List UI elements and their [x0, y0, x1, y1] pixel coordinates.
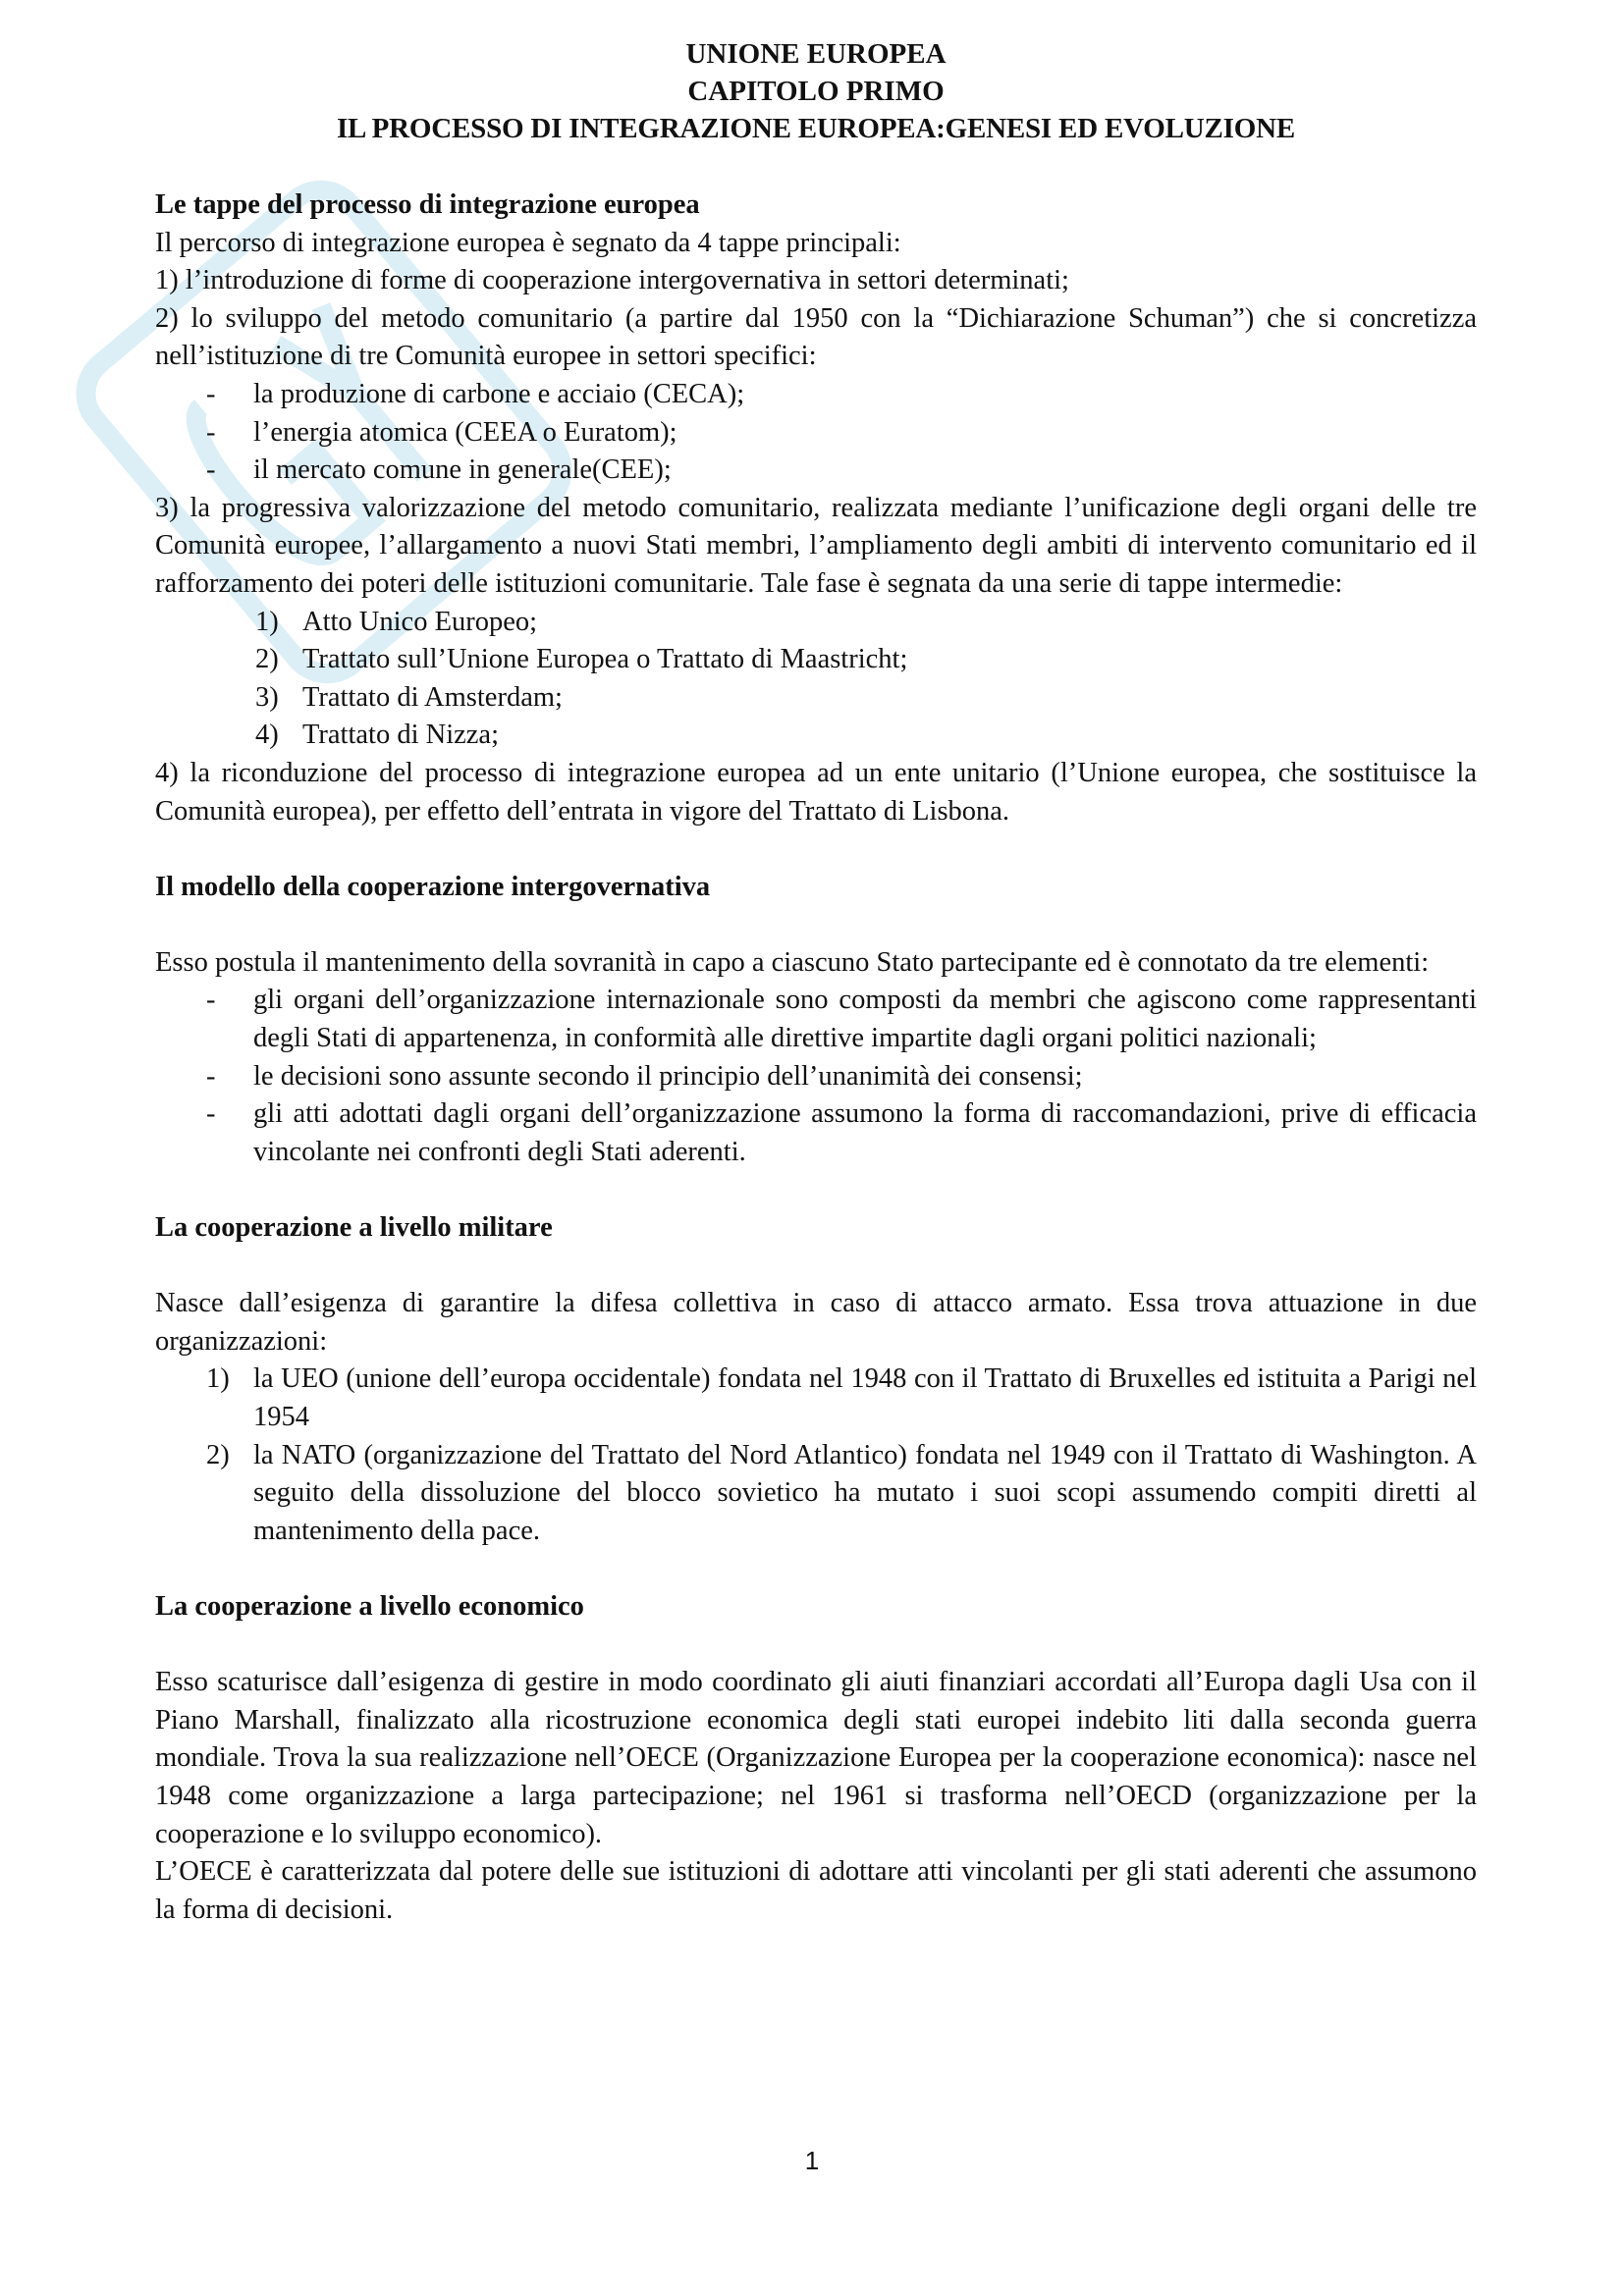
paragraph: Esso postula il mantenimento della sovranità in capo a ciascuno Stato partecipante ed è connotato da tre elementi:	[155, 946, 1430, 978]
document-body	[155, 35, 1477, 1929]
dash-marker: -	[206, 1060, 216, 1092]
spacer	[155, 1550, 1477, 1588]
list-item-text: la NATO (organizzazione del Trattato del Nord Atlantico) fondata nel 1949 con il Trattato di Washington. A seguito della dissoluzione del blocco sovietico ha mutato i suoi scopi assumendo compiti diretti al mantenimento della pace.	[253, 1439, 1477, 1546]
list-item-text: la UEO (unione dell’europa occidentale) fondata nel 1948 con il Trattato di Bruxelles ed istituita a Parigi nel 1954	[253, 1363, 1477, 1432]
spacer	[155, 906, 1477, 944]
list-item	[155, 604, 1477, 642]
list-item-text: Trattato sull’Unione Europea o Trattato di Maastricht;	[302, 644, 908, 675]
section-tappe	[155, 187, 1477, 830]
section-cooperazione-economica	[155, 1588, 1477, 1929]
list-item-text: gli organi dell’organizzazione internazionale sono composti da membri che agiscono come rappresentanti degli Stati di appartenenza, in conformità alle direttive impartite dagli organi politici nazionali;	[253, 985, 1477, 1054]
paragraph: 4) la riconduzione del processo di integrazione europea ad un ente unitario (l’Unione europea, che sostituisce la Comunità europea), per effetto dell’entrata in vigore del Trattato di Lisbona.	[155, 757, 1477, 827]
numbered-list	[155, 604, 1477, 755]
list-number: 2)	[206, 1439, 230, 1470]
list-item-text: Trattato di Amsterdam;	[302, 681, 563, 713]
section-cooperazione-intergovernativa	[155, 869, 1477, 1172]
list-item	[155, 717, 1477, 755]
spacer	[155, 1248, 1477, 1286]
list-number: 1)	[255, 606, 279, 637]
list-item-text: la produzione di carbone e acciaio (CECA);	[253, 378, 745, 409]
paragraph: 2) lo sviluppo del metodo comunitario (a partire dal 1950 con la “Dichiarazione Schuman”) che si concretizza nell’istituzione di tre Comunità europee in settori specifici:	[155, 302, 1477, 372]
list-item-text: gli atti adottati dagli organi dell’organizzazione assumono la forma di raccomandazioni, prive di efficacia vincolante nei confronti degli Stati aderenti.	[253, 1098, 1477, 1167]
spacer	[155, 1627, 1477, 1665]
list-item	[155, 376, 1477, 414]
title-unione-europea: UNIONE EUROPEA	[685, 38, 947, 70]
list-number: 4)	[255, 720, 279, 751]
dash-marker: -	[206, 985, 216, 1016]
list-item-text: le decisioni sono assunte secondo il principio dell’unanimità dei consensi;	[253, 1060, 1083, 1092]
list-item	[155, 641, 1477, 679]
paragraph: Il percorso di integrazione europea è segnato da 4 tappe principali:	[155, 227, 901, 258]
list-item	[155, 452, 1477, 490]
list-item	[155, 679, 1477, 718]
paragraph: Nasce dall’esigenza di garantire la difesa collettiva in caso di attacco armato. Essa trova attuazione in due organizzazioni:	[155, 1288, 1477, 1357]
title-processo: IL PROCESSO DI INTEGRAZIONE EUROPEA:GENESI ED EVOLUZIONE	[336, 113, 1296, 144]
list-item-text: il mercato comune in generale(CEE);	[253, 454, 672, 486]
list-item-text: Trattato di Nizza;	[302, 720, 499, 751]
list-item-text: Atto Unico Europeo;	[302, 606, 538, 637]
list-number: 2)	[255, 644, 279, 675]
list-item	[155, 982, 1477, 1057]
spacer	[155, 830, 1477, 869]
list-item	[155, 1058, 1477, 1096]
list-item	[155, 1437, 1477, 1551]
document-header	[155, 35, 1477, 147]
paragraph: 1) l’introduzione di forme di cooperazione intergovernativa in settori determinati;	[155, 265, 1069, 296]
section-heading: La cooperazione a livello economico	[155, 1590, 584, 1622]
dash-marker: -	[206, 1098, 216, 1130]
paragraph: 3) la progressiva valorizzazione del metodo comunitario, realizzata mediante l’unificazione degli organi delle tre Comunità europee, l’allargamento a nuovi Stati membri, l’ampliamento degli ambiti di intervento comunitario ed il rafforzamento dei poteri delle istituzioni comunitarie. Tale fase è segnata da una serie di tappe intermedie:	[155, 492, 1477, 599]
dash-marker: -	[206, 454, 216, 486]
dash-list	[155, 982, 1477, 1171]
paragraph: Esso scaturisce dall’esigenza di gestire in modo coordinato gli aiuti finanziari accordati all’Europa dagli Usa con il Piano Marshall, finalizzato alla ricostruzione economica degli stati europei indebito liti dalla seconda guerra mondiale. Trova la sua realizzazione nell’OECE (Organizzazione Europea per la cooperazione economica): nasce nel 1948 come organizzazione a larga partecipazione; nel 1961 si trasforma nell’OECD (organizzazione per la cooperazione e lo sviluppo economico).	[155, 1667, 1477, 1849]
dash-marker: -	[206, 378, 216, 409]
title-capitolo: CAPITOLO PRIMO	[687, 76, 945, 107]
list-item	[155, 414, 1477, 453]
page-number: 1	[804, 2146, 820, 2175]
paragraph: L’OECE è caratterizzata dal potere delle sue istituzioni di adottare atti vincolanti per gli stati aderenti che assumono la forma di decisioni.	[155, 1856, 1477, 1925]
list-item	[155, 1095, 1477, 1171]
section-heading: Il modello della cooperazione intergovernativa	[155, 871, 711, 902]
list-number: 1)	[206, 1363, 230, 1395]
dash-marker: -	[206, 416, 216, 448]
dash-list	[155, 376, 1477, 490]
list-item	[155, 1361, 1477, 1436]
section-cooperazione-militare	[155, 1209, 1477, 1550]
list-number: 3)	[255, 681, 279, 713]
section-heading: La cooperazione a livello militare	[155, 1212, 553, 1244]
list-item-text: l’energia atomica (CEEA o Euratom);	[253, 416, 677, 448]
numbered-list	[155, 1361, 1477, 1550]
section-heading: Le tappe del processo di integrazione europea	[155, 189, 700, 220]
spacer	[155, 1171, 1477, 1209]
